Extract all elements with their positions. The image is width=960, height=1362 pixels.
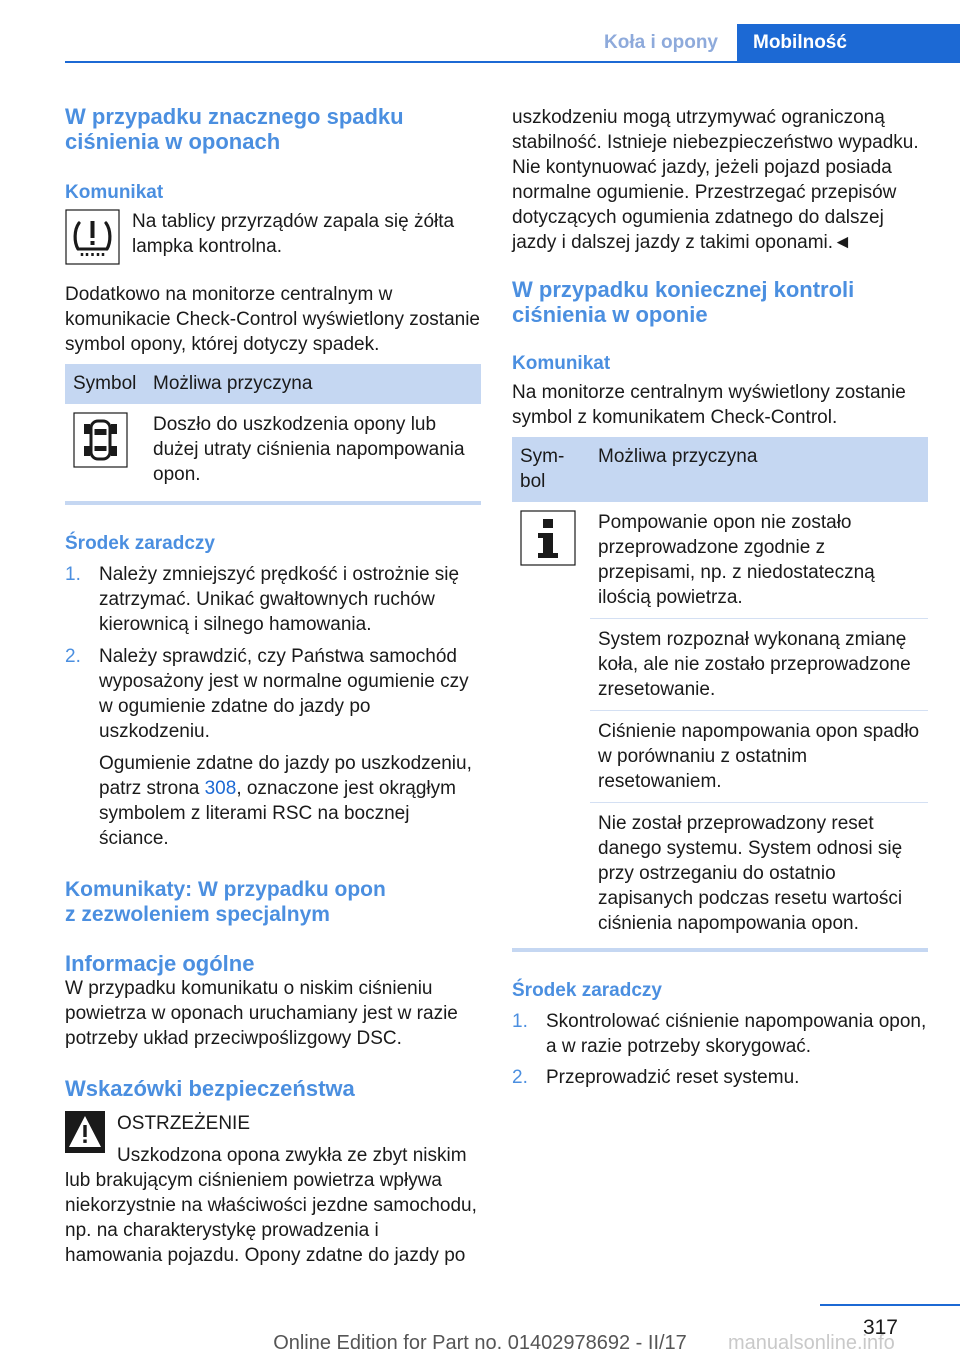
right-section-title [512, 277, 928, 327]
left-symbol-table [65, 364, 481, 495]
left-title-line-2: ciśnienia w oponach [65, 129, 281, 154]
page-number: 317 [862, 1316, 898, 1339]
left-message-block [65, 209, 481, 270]
right-continued-text [512, 105, 928, 255]
left-message-text: Na tablicy przyrządów zapala się żółta lampka kontrolna. [132, 211, 455, 257]
step2-note-a: Ogumienie zdatne do jazdy po uszkodzeniu, patrz strona [99, 753, 472, 799]
end-mark: ◄ [833, 232, 852, 253]
list-item-number: 2. [512, 1067, 528, 1088]
list-item-text: Skontrolować ciśnienie napompowania opon, a w razie potrzeby skorygować. [546, 1011, 927, 1057]
special-tires-title-line-2: z zezwoleniem specjalnym [65, 903, 330, 926]
left-message-heading: Komunikat [65, 182, 164, 203]
right-table-header [512, 437, 928, 502]
left-table-symbol-cell [65, 404, 145, 495]
warning-head-text [117, 1111, 481, 1168]
list-item [65, 562, 481, 637]
footer-divider [820, 1304, 960, 1306]
left-info-heading: Informacje ogólne [65, 951, 255, 976]
right-table-cause-cell: Ciśnienie napompowania opon spadło w porównaniu z ostatnim resetowaniem. [590, 711, 928, 803]
warning-triangle-icon [65, 1111, 105, 1153]
page-308-link[interactable]: 308 [204, 778, 237, 799]
table-row [512, 502, 928, 619]
right-continued-body: uszkodzeniu mogą utrzymywać ograniczoną stabilność. Istnieje niebezpieczeństwo wypadku. Nie kontynuować jazdy, jeżeli pojazd posiada normalne ogumienie. Przestrzegać przepisów dotyczących ogumienia zdatnego do dalszej jazdy i dalszej jazdy z takimi oponami. [512, 107, 919, 253]
left-remedy-heading: Środek zaradczy [65, 533, 215, 554]
table-row [65, 404, 481, 495]
car-tire-damage-icon [73, 412, 128, 468]
left-column [65, 100, 481, 1268]
step2-note [99, 751, 481, 851]
left-extra-text: Dodatkowo na monitorze centralnym w komunikacie Check-Control wyświetlony zostanie symbol opony, której dotyczy spadek. [65, 284, 481, 355]
left-remedy-list [65, 562, 481, 851]
list-item [512, 1009, 928, 1059]
right-table-cause-cell: System rozpoznał wykonaną zmianę koła, ale nie zostało przeprowadzone zresetowanie. [590, 619, 928, 711]
list-item-text: Należy zmniejszyć prędkość i ostrożnie się zatrzymać. Unikać gwałtownych ruchów kierownicą i silnego hamowania. [99, 564, 460, 635]
header-divider [65, 61, 960, 63]
footer-edition: Online Edition for Part no. 01402978692 - II/17 [273, 1332, 687, 1354]
list-item-text: Należy sprawdzić, czy Państwa samochód wyposażony jest w normalne ogumienie czy w ogumienie zdatne do jazdy po uszkodzeniu. [99, 646, 469, 742]
right-remedy-heading: Środek zaradczy [512, 980, 662, 1001]
left-section-title [65, 104, 481, 154]
right-title-line-1: W przypadku koniecznej kontroli [512, 277, 855, 302]
right-table-cause-cell: Nie został przeprowadzony reset danego systemu. System odnosi się przy ostrzeganiu do ostatnio zapisanych podczas resetu wartości ciśnienia napompowania opon. [598, 813, 903, 934]
right-message-heading: Komunikat [512, 353, 611, 374]
right-column [512, 100, 928, 1090]
list-item [512, 1065, 928, 1090]
warning-rest-text: lub brakującym ciśnieniem powietrza wpływa niekorzystnie na właściwości jezdne samochodu, np. na charakterystykę prowadzenia i hamowania pojazdu. Opony zdatne do jazdy po [65, 1170, 477, 1266]
left-title-line-1: W przypadku znacznego spadku [65, 104, 404, 129]
list-item-number: 1. [65, 564, 81, 585]
list-item-number: 1. [512, 1011, 528, 1032]
right-title-line-2: ciśnienia w oponie [512, 302, 708, 327]
warning-block [65, 1111, 481, 1168]
list-item [65, 644, 481, 851]
warning-title: OSTRZEŻENIE [117, 1113, 251, 1134]
list-item-number: 2. [65, 646, 81, 667]
left-table-header [65, 364, 481, 404]
left-table-end-rule [65, 501, 481, 505]
left-table-cause-cell: Doszło do uszkodzenia opony lub dużej utraty ciśnienia napompowania opon. [153, 414, 465, 485]
right-remedy-list [512, 1009, 928, 1090]
header-section-tab[interactable]: Koła i opony [604, 32, 718, 53]
left-safety-heading: Wskazówki bezpieczeństwa [65, 1076, 355, 1101]
right-message-text: Na monitorze centralnym wyświetlony zostanie symbol z komunikatem Check-Control. [512, 382, 906, 428]
info-icon [520, 510, 576, 566]
left-table-col-symbol: Symbol [65, 364, 145, 404]
left-info-text: W przypadku komunikatu o niskim ciśnieniu powietrza w oponach uruchamiany jest w razie potrzeby układ przeciwpoślizgowy DSC. [65, 978, 458, 1049]
right-table-col-symbol: Sym-bol [512, 437, 590, 502]
list-item-text: Przeprowadzić reset systemu. [546, 1067, 800, 1088]
step2-note-b: , oznaczone jest okrągłym symbolem z literami RSC na bocznej ściance. [99, 778, 456, 849]
right-table-col-cause: Możliwa przyczyna [590, 437, 928, 502]
left-special-tires-title [65, 877, 481, 927]
special-tires-title-line-1: Komunikaty: W przypadku opon [65, 878, 386, 901]
right-table-symbol-cell [512, 502, 590, 944]
tire-pressure-warning-icon [65, 209, 120, 270]
warning-first-line: Uszkodzona opona zwykła ze zbyt niskim [117, 1145, 467, 1166]
right-symbol-table [512, 437, 928, 944]
watermark: manualsonline.info [728, 1332, 895, 1354]
left-table-col-cause: Możliwa przyczyna [145, 364, 481, 404]
header-chapter-tab[interactable]: Mobilność [737, 24, 960, 62]
right-table-cause-cell: Pompowanie opon nie zostało przeprowadzone zgodnie z przepisami, np. z niedostateczną ilością powietrza. [590, 502, 928, 619]
right-table-end-rule [512, 948, 928, 952]
warning-triangle-icon-box [65, 1111, 105, 1158]
